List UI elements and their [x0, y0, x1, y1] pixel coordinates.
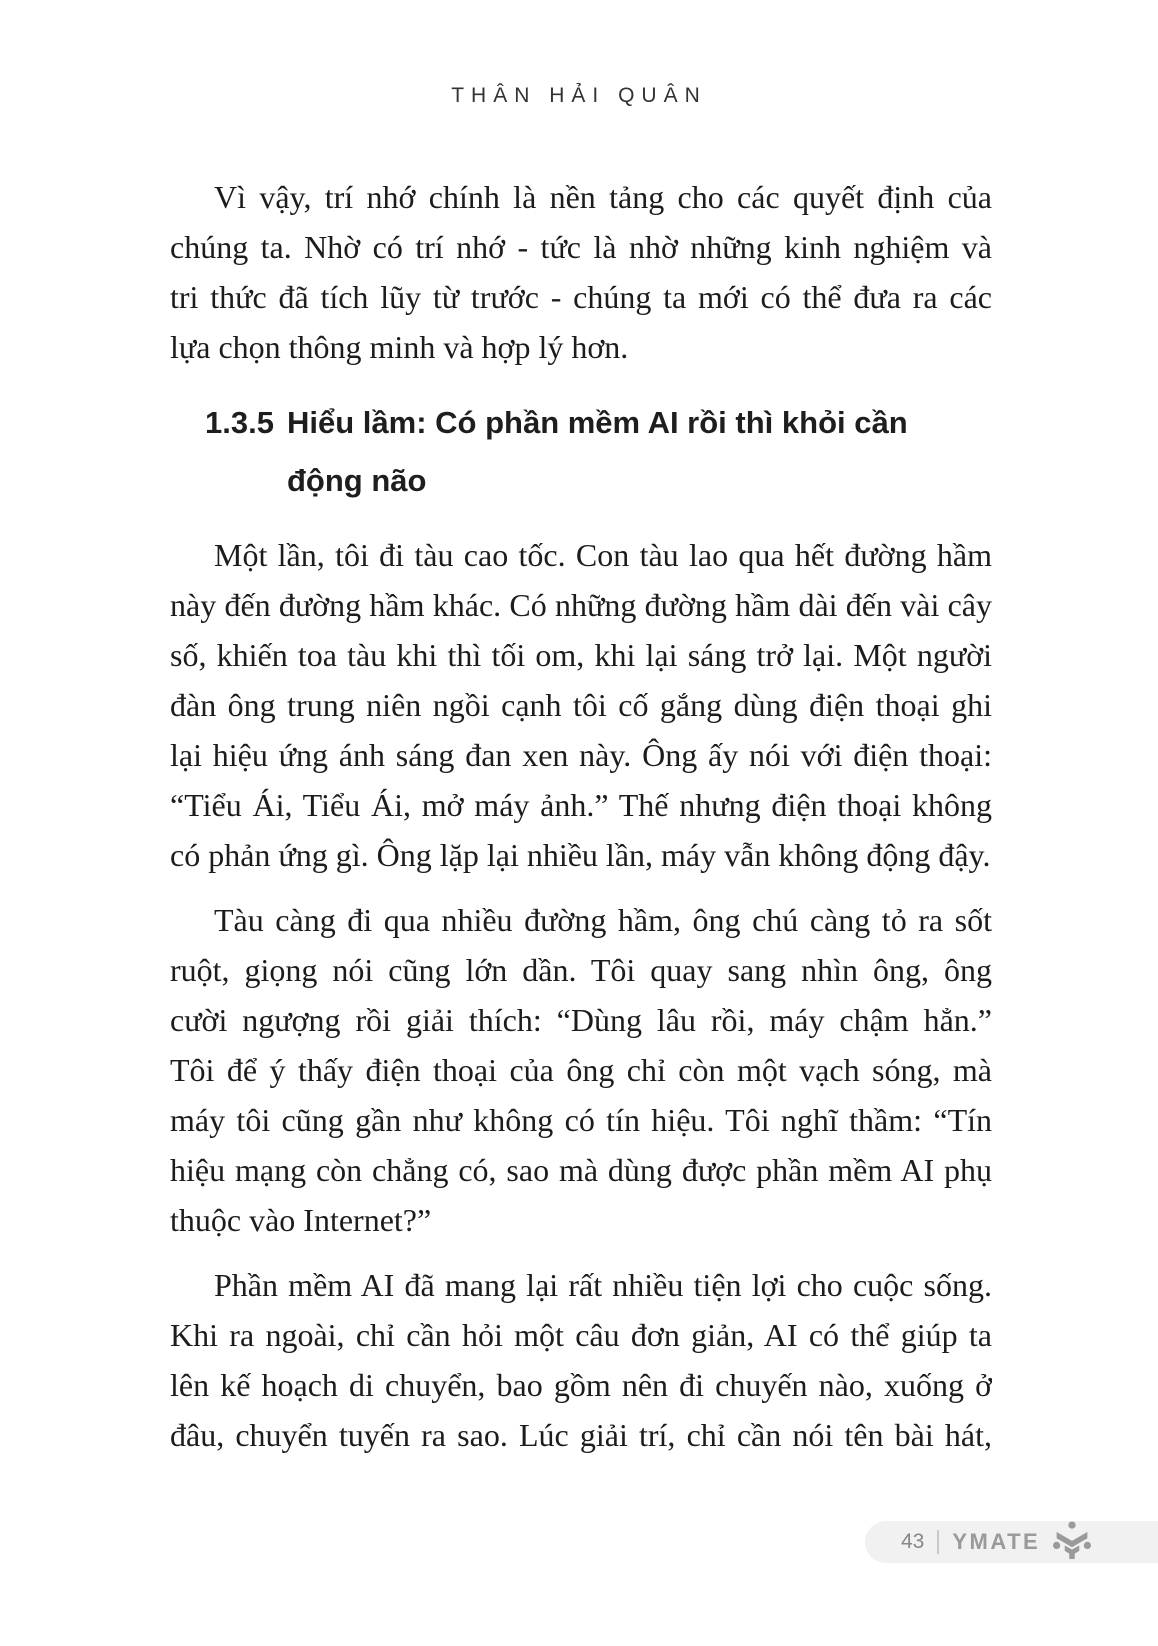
- text-line: thuộc vào Internet?”: [170, 1202, 432, 1238]
- text-line: Một lần, tôi đi tàu cao tốc. Con tàu lao qua hết đường hầm: [214, 537, 992, 573]
- text-line: máy tôi cũng gần như không có tín hiệu. Tôi nghĩ thầm: “Tín: [170, 1102, 992, 1138]
- text-line: lại hiệu ứng ánh sáng đan xen này. Ông ấy nói với điện thoại:: [170, 737, 992, 773]
- section-heading: [205, 394, 992, 510]
- text-line: Phần mềm AI đã mang lại rất nhiều tiện lợi cho cuộc sống.: [214, 1267, 992, 1303]
- text-line: Vì vậy, trí nhớ chính là nền tảng cho các quyết định của: [214, 179, 992, 215]
- text-line: Tôi để ý thấy điện thoại của ông chỉ còn một vạch sóng, mà: [170, 1052, 992, 1088]
- page-number: 43: [901, 1530, 925, 1553]
- text-line: cười ngượng rồi giải thích: “Dùng lâu rồi, máy chậm hẳn.”: [170, 1002, 992, 1038]
- text-line: lựa chọn thông minh và hợp lý hơn.: [170, 329, 629, 365]
- text-line: số, khiến toa tàu khi thì tối om, khi lại sáng trở lại. Một người: [170, 637, 992, 673]
- section-number: 1.3.5: [205, 405, 274, 440]
- text-line: chúng ta. Nhờ có trí nhớ - tức là nhờ những kinh nghiệm và: [170, 229, 992, 265]
- text-line: đâu, chuyển tuyến ra sao. Lúc giải trí, chỉ cần nói tên bài hát,: [170, 1417, 992, 1453]
- text-line: lên kế hoạch di chuyển, bao gồm nên đi chuyến nào, xuống ở: [170, 1367, 992, 1403]
- page-footer: [865, 1521, 1158, 1563]
- text-line: “Tiểu Ái, Tiểu Ái, mở máy ảnh.” Thế nhưng điện thoại không: [170, 787, 992, 823]
- text-line: này đến đường hầm khác. Có những đường hầm dài đến vài cây: [170, 587, 992, 623]
- section-title-line1: Hiểu lầm: Có phần mềm AI rồi thì khỏi cần: [287, 405, 908, 440]
- text-line: có phản ứng gì. Ông lặp lại nhiều lần, máy vẫn không động đậy.: [170, 837, 991, 873]
- paragraph: [170, 172, 992, 372]
- paragraph: [170, 530, 992, 880]
- text-line: tri thức đã tích lũy từ trước - chúng ta mới có thể đưa ra các: [170, 279, 992, 315]
- section-title-line2: động não: [287, 463, 427, 498]
- brand-name: YMATE: [952, 1529, 1041, 1554]
- text-line: ruột, giọng nói cũng lớn dần. Tôi quay sang nhìn ông, ông: [170, 952, 992, 988]
- paragraph: [170, 895, 992, 1245]
- running-header-author: THÂN HẢI QUÂN: [451, 84, 707, 107]
- footer-divider: [937, 1530, 939, 1554]
- text-line: đàn ông trung niên ngồi cạnh tôi cố gắng dùng điện thoại ghi: [170, 687, 992, 723]
- ymate-logo-icon: [1050, 1521, 1094, 1564]
- text-line: Tàu càng đi qua nhiều đường hầm, ông chú càng tỏ ra sốt: [214, 902, 992, 938]
- text-line: Khi ra ngoài, chỉ cần hỏi một câu đơn giản, AI có thể giúp ta: [170, 1317, 992, 1353]
- paragraph: [170, 1260, 992, 1460]
- page-body: [170, 172, 992, 1475]
- section-title: [287, 394, 992, 510]
- text-line: hiệu mạng còn chẳng có, sao mà dùng được phần mềm AI phụ: [170, 1152, 992, 1188]
